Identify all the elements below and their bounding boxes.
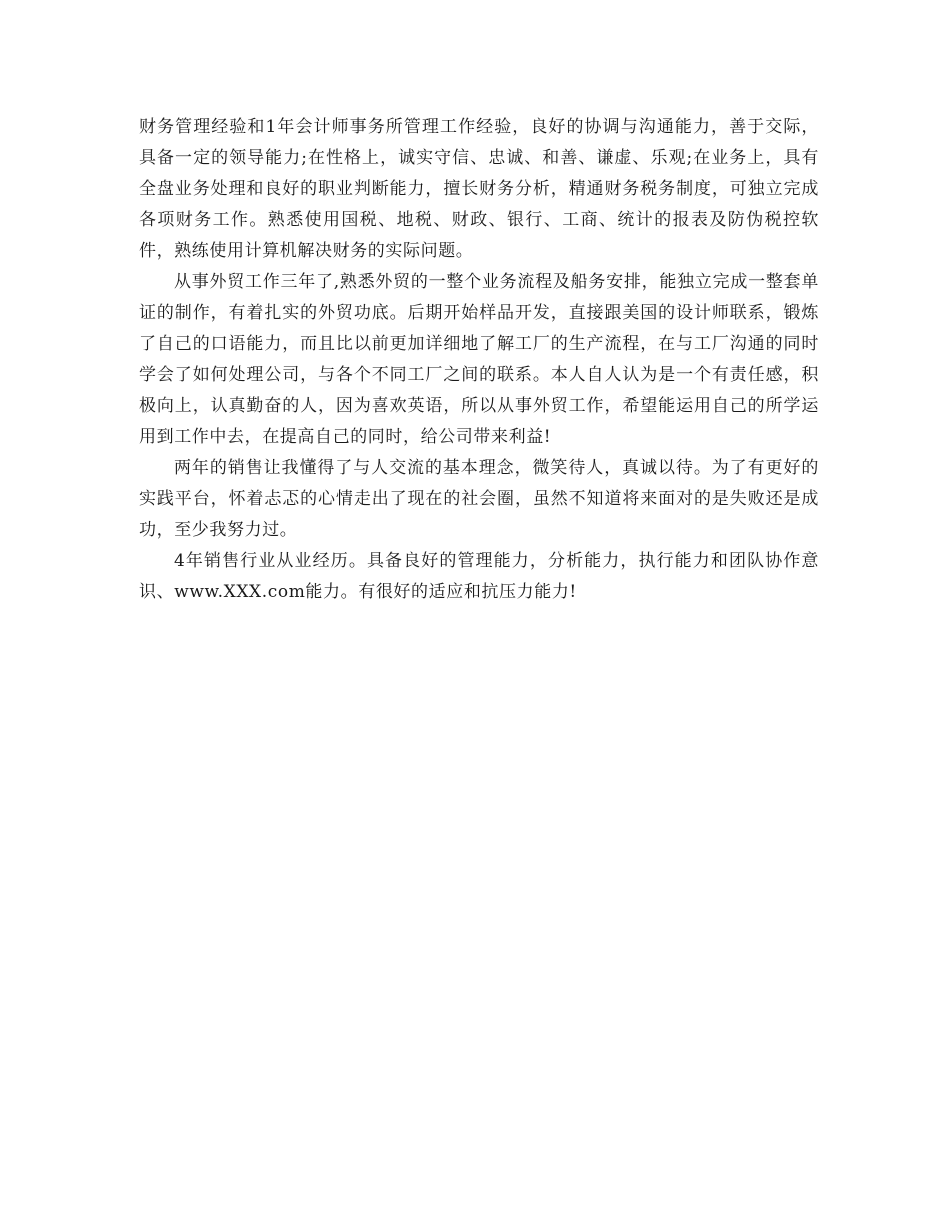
- paragraph-sales-two-years: 两年的销售让我懂得了与人交流的基本理念，微笑待人，真诚以待。为了有更好的实践平台，怀着忐忑的心情走出了现在的社会圈，虽然不知道将来面对的是失败还是成功，至少我努力过。: [139, 458, 819, 540]
- paragraph-foreign-trade: 从事外贸工作三年了,熟悉外贸的一整个业务流程及船务安排，能独立完成一整套单证的制作，有着扎实的外贸功底。后期开始样品开发，直接跟美国的设计师联系，锻炼了自己的口语能力，而且比以前更加详细地了解工厂的生产流程，在与工厂沟通的同时学会了如何处理公司，与各个不同工厂之间的联系。本人自人认为是一个有责任感，积极向上，认真勤奋的人，因为喜欢英语，所以从事外贸工作，希望能运用自己的所学运用到工作中去，在提高自己的同时，给公司带来利益!: [139, 272, 819, 447]
- paragraph-finance-experience: 财务管理经验和1年会计师事务所管理工作经验，良好的协调与沟通能力，善于交际，具备一定的领导能力;在性格上，诚实守信、忠诚、和善、谦虚、乐观;在业务上，具有全盘业务处理和良好的职业判断能力，擅长财务分析，精通财务税务制度，可独立完成各项财务工作。熟悉使用国税、地税、财政、银行、工商、统计的报表及防伪税控软件，熟练使用计算机解决财务的实际问题。: [139, 117, 819, 261]
- document-body: [139, 112, 819, 608]
- paragraph-sales-four-years: 4年销售行业从业经历。具备良好的管理能力，分析能力，执行能力和团队协作意识、www.XXX.com能力。有很好的适应和抗压力能力!: [139, 551, 819, 602]
